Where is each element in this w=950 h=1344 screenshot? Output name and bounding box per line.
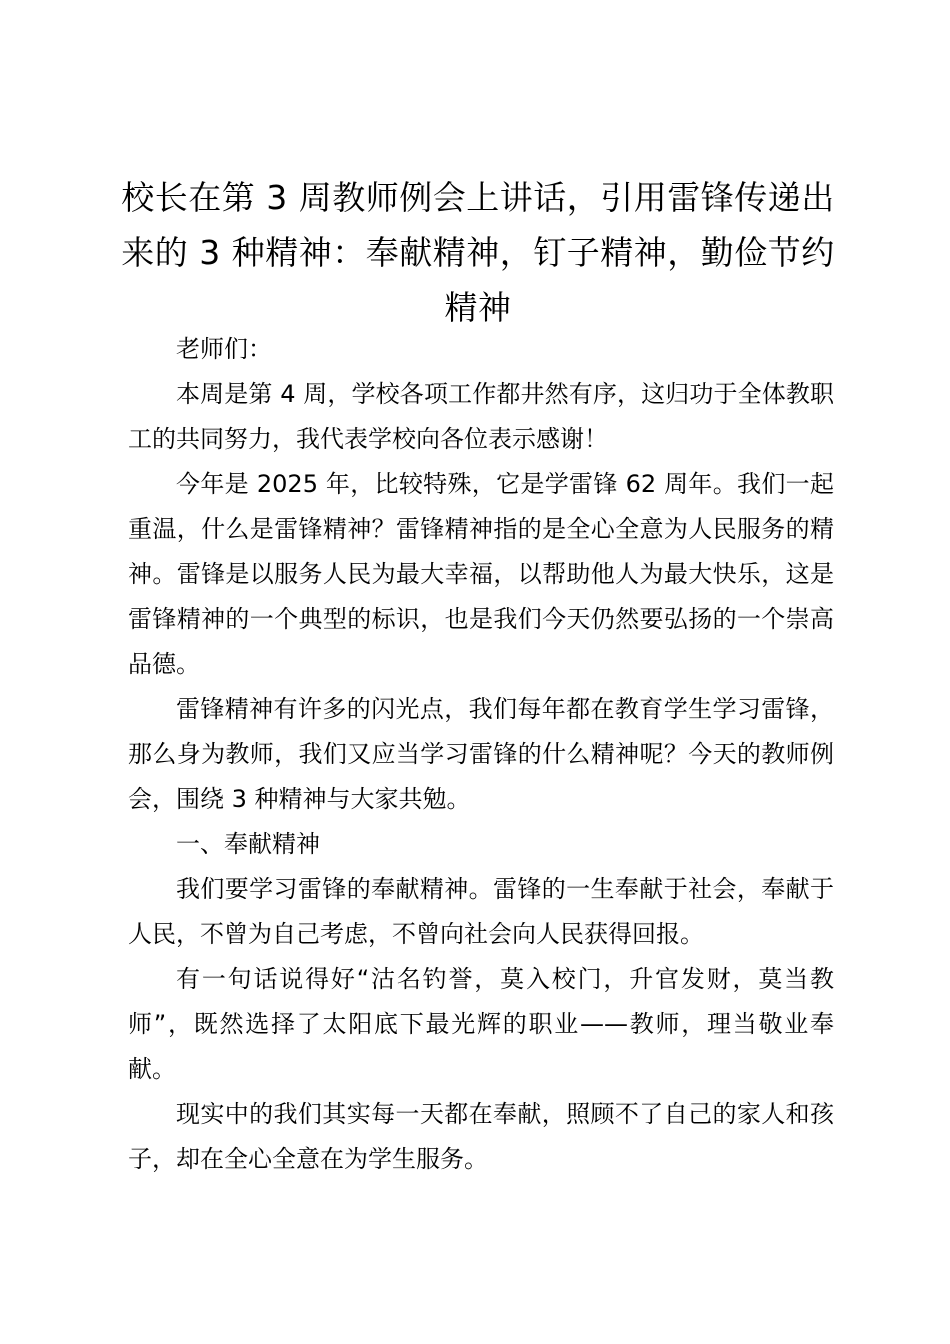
paragraph-three-spirits: 雷锋精神有许多的闪光点，我们每年都在教育学生学习雷锋，那么身为教师，我们又应当学习雷锋的什么精神呢？今天的教师例会，围绕 3 种精神与大家共勉。 (128, 695, 834, 813)
salutation: 老师们： (176, 335, 272, 363)
paragraph-intro: 本周是第 4 周，学校各项工作都井然有序，这归功于全体教职工的共同努力，我代表学校向各位表示感谢！ (128, 380, 834, 453)
paragraph-dedication-1: 我们要学习雷锋的奉献精神。雷锋的一生奉献于社会，奉献于人民，不曾为自己考虑，不曾向社会向人民获得回报。 (128, 875, 834, 948)
document-body (128, 327, 834, 1182)
paragraph-dedication-2: 有一句话说得好“沽名钓誉，莫入校门，升官发财，莫当教师”，既然选择了太阳底下最光辉的职业——教师，理当敬业奉献。 (128, 965, 834, 1083)
paragraph-dedication-3: 现实中的我们其实每一天都在奉献，照顾不了自己的家人和孩子，却在全心全意在为学生服务。 (128, 1100, 834, 1173)
section-heading-dedication: 一、奉献精神 (176, 830, 320, 858)
paragraph-leifeng-anniversary: 今年是 2025 年，比较特殊，它是学雷锋 62 周年。我们一起重温，什么是雷锋精神？雷锋精神指的是全心全意为人民服务的精神。雷锋是以服务人民为最大幸福，以帮助他人为最大快乐，这是雷锋精神的一个典型的标识，也是我们今天仍然要弘扬的一个崇高品德。 (128, 470, 834, 678)
document-title: 校长在第 3 周教师例会上讲话，引用雷锋传递出来的 3 种精神：奉献精神，钉子精神，勤俭节约精神 (121, 178, 835, 327)
